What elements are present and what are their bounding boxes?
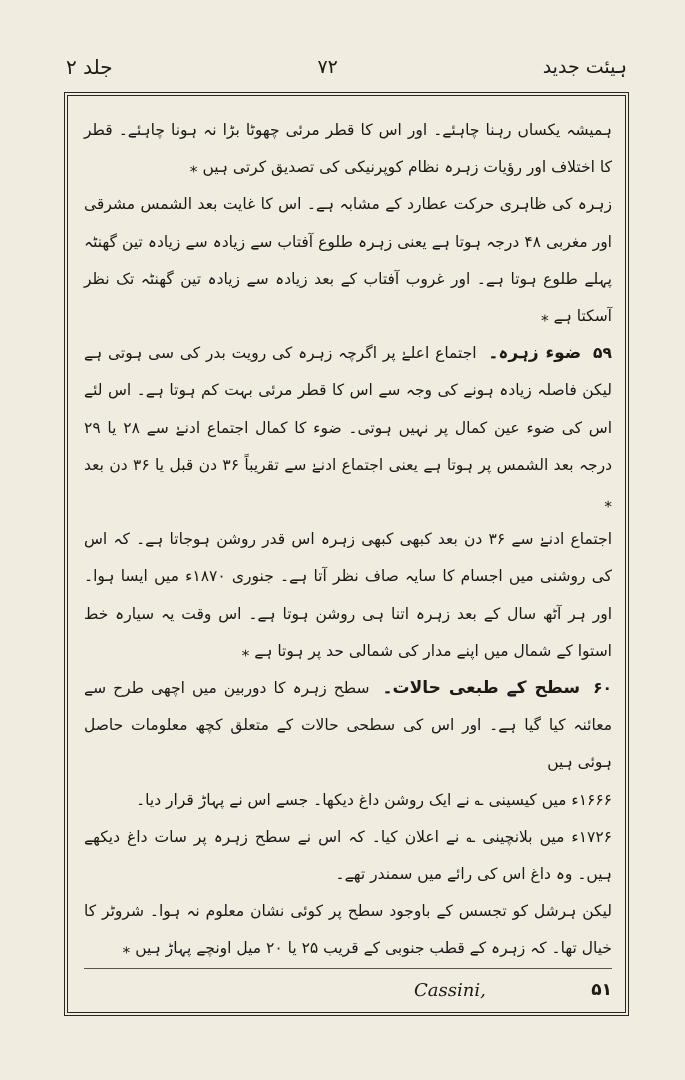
footnote-term: Cassini, xyxy=(414,979,486,1001)
footnote-divider xyxy=(84,968,612,969)
running-title: ہیئت جدید xyxy=(542,56,627,78)
footnote-marker: ۵۱ xyxy=(591,980,612,1000)
paragraph-text: اجتماع اعلےٰ پر اگرچہ زہرہ کی رویت بدر کی سی ہوتی ہے لیکن فاصلہ زیادہ ہونے کی وجہ سے اس کا قطر مرئی بہت کم ہوتا ہے۔ اس لئے اس کی ضوء عین کمال پر نہیں ہوتی۔ ضوء کا کمال اجتماع ادنےٰ سے ۲۸ یا ۲۹ درجہ بعد الشمس پر ہوتا ہے یعنی اجتماع ادنےٰ سے تقریباً ۳۶ دن قبل یا ۳۶ دن بعد ⁎ xyxy=(84,344,613,512)
section-number: ۵۹ xyxy=(593,344,612,363)
paragraph xyxy=(84,186,612,335)
paragraph-text: زہرہ کی ظاہری حرکت عطارد کے مشابہ ہے۔ اس کا غایت بعد الشمس مشرقی اور مغربی ۴۸ درجہ ہوتا ہے یعنی زہرہ طلوع آفتاب سے زیادہ سے زیادہ تین گھنٹہ پہلے طلوع ہوتا ہے۔ اور غروب آفتاب کے بعد زیادہ سے زیادہ تین گھنٹہ تک نظر آسکتا ہے ⁎ xyxy=(84,195,612,326)
paragraph-text: لیکن ہرشل کو تجسس کے باوجود سطح پر کوئی نشان معلوم نہ ہوا۔ شروٹر کا خیال تھا۔ کہ زہرہ کے قطب جنوبی کے قریب ۲۵ یا ۲۰ میل اونچے پہاڑ ہیں ⁎ xyxy=(84,902,612,958)
body-text xyxy=(84,112,612,968)
volume-label: جلد ۲ xyxy=(66,55,113,79)
section-heading: ضوء زہرہ۔ xyxy=(488,343,582,364)
paragraph xyxy=(84,782,612,819)
paragraph xyxy=(84,521,612,670)
section-heading: سطح کے طبعی حالات۔ xyxy=(382,678,581,699)
paragraph xyxy=(84,819,612,893)
section-number: ۶۰ xyxy=(593,679,612,698)
page-header xyxy=(66,50,627,84)
paragraph xyxy=(84,112,612,186)
paragraph-text: سطح زہرہ کا دوربین میں اچھی طرح سے معائنہ کیا گیا ہے۔ اور اس کی سطحی حالات کے متعلق کچھ معلومات حاصل ہوئی ہیں xyxy=(84,679,612,772)
paragraph xyxy=(84,893,612,967)
section-59 xyxy=(84,335,612,521)
footnote xyxy=(84,976,612,1004)
section-60 xyxy=(84,670,612,782)
paragraph-text: اجتماع ادنےٰ سے ۳۶ دن بعد کبھی کبھی زہرہ اس قدر روشن ہوجاتا ہے۔ کہ اس کی روشنی میں اجسام کا سایہ صاف نظر آتا ہے۔ جنوری ۱۸۷۰ء میں ایسا ہوا۔ اور ہر آٹھ سال کے بعد زہرہ اتنا ہی روشن ہوتا ہے۔ اس وقت یہ سیارہ خط استوا کے شمال میں اپنے مدار کی شمالی حد پر ہوتا ہے ⁎ xyxy=(84,530,613,660)
page-number: ۷۲ xyxy=(317,56,338,78)
paragraph-text: ہمیشہ یکساں رہنا چاہئے۔ اور اس کا قطر مرئی چھوٹا بڑا نہ ہونا چاہئے۔ قطر کا اختلاف اور رؤیات زہرہ نظام کوپرنیکی کی تصدیق کرتی ہیں ⁎ xyxy=(84,121,612,177)
paragraph-text: ۱۶۶۶ء میں کیسینی ؎ نے ایک روشن داغ دیکھا۔ جسے اس نے پہاڑ قرار دیا۔ xyxy=(136,790,612,809)
paragraph-text: ۱۷۲۶ء میں بلانچینی ؎ نے اعلان کیا۔ کہ اس نے سطح زہرہ پر سات داغ دیکھے ہیں۔ وہ داغ اس کی رائے میں سمندر تھے۔ xyxy=(84,827,612,884)
